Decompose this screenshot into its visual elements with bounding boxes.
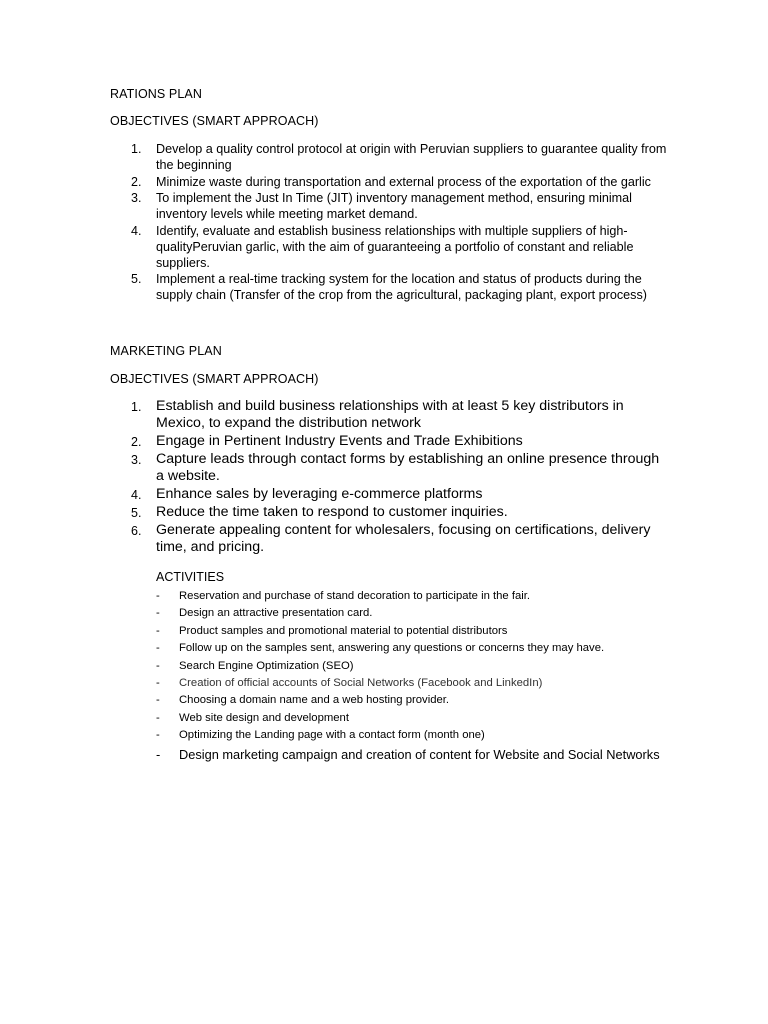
list-number: 5. — [131, 272, 142, 286]
marketing-objectives-heading: OBJECTIVES (SMART APPROACH) — [110, 372, 319, 386]
list-item — [156, 640, 676, 657]
dash-bullet: - — [156, 607, 160, 620]
dash-bullet: - — [156, 677, 160, 690]
list-item — [110, 398, 670, 432]
list-item-text: Product samples and promotional material to potential distributors — [179, 624, 508, 637]
rations-plan-heading: RATIONS PLAN — [110, 87, 202, 101]
list-item-text: Design marketing campaign and creation of content for Website and Social Networks — [179, 746, 660, 762]
list-item — [110, 223, 670, 271]
list-item — [110, 190, 670, 222]
list-item-text: Identify, evaluate and establish business relationships with multiple suppliers of high-qualityPeruvian garlic, with the aim of guaranteeing a portfolio of constant and reliable suppliers. — [156, 223, 634, 270]
list-item-text: Creation of official accounts of Social Networks (Facebook and LinkedIn) — [179, 677, 543, 690]
list-number: 5. — [131, 506, 142, 520]
list-number: 2. — [131, 435, 142, 449]
list-item — [156, 710, 676, 727]
list-item-text: Optimizing the Landing page with a contact form (month one) — [179, 729, 485, 742]
dash-bullet: - — [156, 642, 160, 655]
activities-heading: ACTIVITIES — [156, 570, 225, 584]
list-item-text: Engage in Pertinent Industry Events and Trade Exhibitions — [156, 433, 523, 449]
list-item-text: Reduce the time taken to respond to customer inquiries. — [156, 504, 508, 520]
list-number: 4. — [131, 223, 142, 238]
list-item — [156, 675, 676, 692]
list-item-text: Enhance sales by leveraging e-commerce platforms — [156, 486, 483, 502]
list-item-text: Capture leads through contact forms by establishing an online presence through a website. — [156, 451, 660, 484]
list-item — [156, 588, 676, 605]
list-item-text: Search Engine Optimization (SEO) — [179, 659, 354, 672]
marketing-objectives-list — [110, 398, 670, 557]
list-item-text: Follow up on the samples sent, answering any questions or concerns they may have. — [179, 642, 605, 655]
rations-objectives-list — [110, 141, 670, 304]
marketing-plan-heading: MARKETING PLAN — [110, 344, 222, 358]
list-item — [156, 623, 676, 640]
list-item — [110, 486, 670, 503]
list-item-text: Implement a real-time tracking system for the location and status of products during the supply chain (Transfer of the crop from the agricultural, packaging plant, export process) — [156, 272, 647, 302]
list-item — [110, 141, 670, 173]
list-item — [156, 658, 676, 675]
list-number: 3. — [131, 453, 142, 467]
list-number: 4. — [131, 488, 142, 502]
list-item-text: Design an attractive presentation card. — [179, 607, 373, 620]
list-item — [156, 692, 676, 709]
list-item — [156, 746, 676, 763]
list-item — [110, 271, 670, 303]
list-item-text: Reservation and purchase of stand decoration to participate in the fair. — [179, 590, 531, 602]
rations-objectives-heading: OBJECTIVES (SMART APPROACH) — [110, 114, 319, 128]
list-item — [110, 451, 670, 485]
dash-bullet: - — [156, 694, 160, 707]
list-item-text: Establish and build business relationships with at least 5 key distributors in Mexico, to expand the distribution network — [156, 398, 624, 431]
list-item — [110, 174, 670, 190]
list-number: 3. — [131, 191, 142, 205]
dash-bullet: - — [156, 590, 160, 602]
list-item — [156, 605, 676, 622]
list-item — [156, 727, 676, 744]
list-item-text: Choosing a domain name and a web hosting provider. — [179, 694, 450, 707]
list-number: 6. — [131, 524, 142, 538]
list-number: 1. — [131, 400, 142, 414]
list-item-text: To implement the Just In Time (JIT) inventory management method, ensuring minimal inventory levels while meeting market demand. — [156, 191, 632, 221]
dash-bullet: - — [156, 711, 160, 724]
list-number: 1. — [131, 142, 142, 156]
list-item-text: Minimize waste during transportation and external process of the exportation of the garlic — [156, 174, 651, 189]
dash-bullet: - — [156, 624, 160, 637]
list-item-text: Web site design and development — [179, 711, 349, 724]
dash-bullet: - — [156, 729, 160, 742]
activities-list — [156, 588, 676, 763]
dash-bullet: - — [156, 746, 161, 762]
list-item-text: Develop a quality control protocol at origin with Peruvian suppliers to guarantee quality from the beginning — [156, 142, 667, 172]
list-item — [110, 522, 670, 556]
list-item — [110, 433, 670, 450]
list-item — [110, 504, 670, 521]
dash-bullet: - — [156, 659, 160, 672]
list-number: 2. — [131, 174, 142, 189]
list-item-text: Generate appealing content for wholesalers, focusing on certifications, delivery time, and pricing. — [156, 522, 651, 555]
